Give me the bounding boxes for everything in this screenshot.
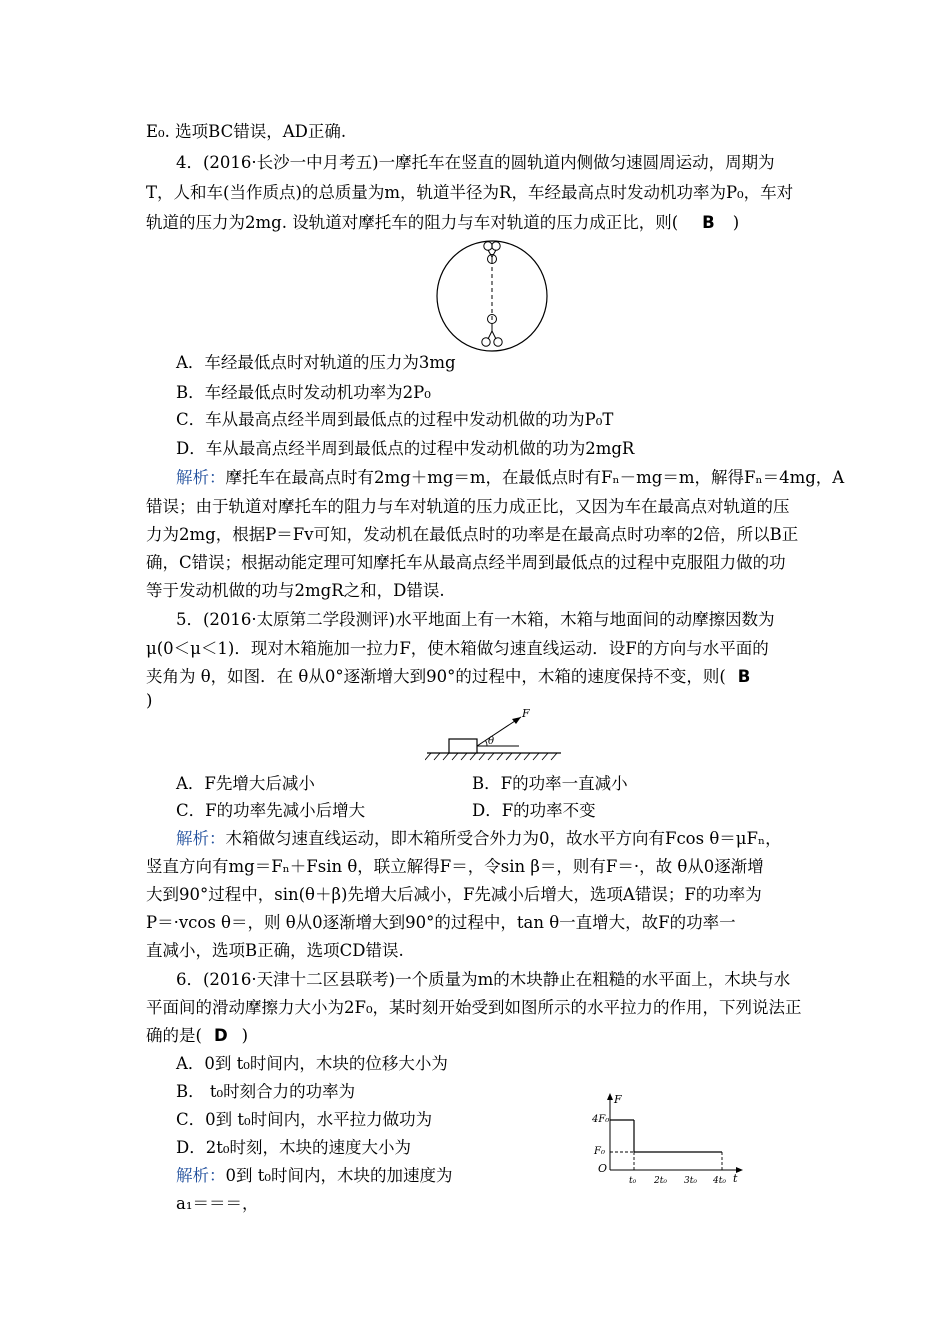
analysis-4-line: 等于发动机做的功与2mgR之和，D错误.	[146, 581, 445, 600]
option-5a: A．F先增大后减小	[176, 774, 315, 793]
analysis-5-line: 竖直方向有mg＝Fₙ＋Fsin θ，联立解得F＝，令sin β＝，则有F＝·，故 θ从0逐渐增	[146, 857, 764, 876]
analysis-label: 解析：	[176, 468, 226, 487]
motorcycle-top-icon	[484, 242, 500, 264]
y-axis-label: F	[614, 1093, 622, 1106]
option-4c: C．车从最高点经半周到最低点的过程中发动机做的功为P₀T	[176, 410, 614, 429]
question-4-line	[146, 213, 739, 233]
analysis-5-line: 直减小，选项B正确，选项CD错误.	[146, 941, 404, 960]
option-6d: D．2t₀时刻，木块的速度大小为	[176, 1138, 411, 1157]
analysis-6-line: a₁＝＝＝，	[176, 1194, 259, 1213]
option-5c: C．F的功率先减小后增大	[176, 801, 366, 820]
paren-close: )	[241, 1026, 249, 1045]
question-5-text: 夹角为 θ，如图．在 θ从0°逐渐增大到90°的过程中，木箱的速度保持不变，则(	[146, 667, 726, 686]
analysis-text: 摩托车在最高点时有2mg＋mg＝m，在最低点时有Fₙ－mg＝m，解得Fₙ＝4mg，A	[225, 468, 845, 487]
ground-hatching	[425, 753, 557, 760]
analysis-label: 解析：	[176, 1166, 226, 1185]
analysis-label: 解析：	[176, 829, 226, 848]
question-6-line: 6．(2016·天津十二区县联考)一个质量为m的木块静止在粗糙的水平面上，木块与水	[176, 970, 791, 989]
text-line: E₀. 选项BC错误，AD正确.	[146, 122, 347, 141]
option-6a: A．0到 t₀时间内，木块的位移大小为	[176, 1054, 448, 1073]
y-tick-4f0: 4F₀	[592, 1114, 610, 1125]
question-5-line	[146, 667, 750, 687]
analysis-4-line: 确，C错误；根据动能定理可知摩托车从最高点经半周到最低点的过程中克服阻力做的功	[146, 553, 786, 572]
question-6-text: 确的是(	[146, 1026, 202, 1045]
x-axis-label: t	[733, 1172, 738, 1185]
wooden-box	[449, 739, 477, 753]
analysis-text: 木箱做匀速直线运动，即木箱所受合外力为0，故水平方向有Fcos θ＝μFₙ，	[225, 829, 782, 848]
question-6-line: 平面间的滑动摩擦力大小为2F₀，某时刻开始受到如图所示的水平拉力的作用，下列说法正	[146, 998, 802, 1017]
question-5-line: μ(0＜μ＜1)．现对木箱施加一拉力F，使木箱做匀速直线运动．设F的方向与水平面的	[146, 639, 769, 658]
y-axis-arrowhead-icon	[607, 1093, 613, 1100]
force-arrowhead-icon	[512, 717, 521, 724]
answer-6: D	[213, 1026, 228, 1045]
analysis-text: 0到 t₀时间内，木块的加速度为	[225, 1166, 453, 1185]
force-time-graph	[590, 1090, 750, 1186]
analysis-5-line: P＝·vcos θ＝，则 θ从0逐渐增大到90°的过程中，tan θ一直增大，故F的功率一	[146, 913, 736, 932]
analysis-6-line	[176, 1166, 453, 1186]
x-tick-3t0: 3t₀	[684, 1176, 697, 1186]
y-tick-f0: F₀	[594, 1146, 605, 1157]
question-6-line	[146, 1026, 248, 1046]
option-4b: B．车经最低点时发动机功率为2P₀	[176, 383, 431, 402]
analysis-5-line	[176, 829, 782, 849]
answer-5: B	[737, 667, 751, 686]
question-4-text: 轨道的压力为2mg. 设轨道对摩托车的阻力与车对轨道的压力成正比，则(	[146, 213, 679, 232]
analysis-4-line	[176, 468, 844, 488]
question-5-line: 5．(2016·太原第二学段测评)水平地面上有一木箱，木箱与地面间的动摩擦因数为	[176, 610, 775, 629]
x-tick-2t0: 2t₀	[654, 1176, 667, 1186]
analysis-4-line: 力为2mg，根据P＝Fv可知，发动机在最低点时的功率是在最高点时功率的2倍，所以B正	[146, 525, 799, 544]
paren-close: )	[732, 213, 740, 232]
question-4-line: 4．(2016·长沙一中月考五)一摩托车在竖直的圆轨道内侧做匀速圆周运动，周期为	[176, 153, 775, 172]
option-4d: D．车从最高点经半周到最低点的过程中发动机做的功为2mgR	[176, 439, 635, 458]
force-label: F	[522, 707, 530, 720]
analysis-5-line: 大到90°过程中，sin(θ＋β)先增大后减小，F先减小后增大，选项A错误；F的功率为	[146, 885, 762, 904]
paren-close: )	[146, 691, 153, 710]
x-tick-4t0: 4t₀	[713, 1176, 726, 1186]
option-6b: B． t₀时刻合力的功率为	[176, 1082, 356, 1101]
x-tick-t0: t₀	[629, 1176, 637, 1186]
angle-arc	[486, 741, 488, 747]
answer-4: B	[702, 213, 715, 232]
option-5d: D．F的功率不变	[472, 801, 596, 820]
option-5b: B．F的功率一直减小	[472, 774, 628, 793]
question-4-line: T，人和车(当作质点)的总质量为m，轨道半径为R，车经最高点时发动机功率为P₀，车对	[146, 183, 794, 202]
circular-track-figure	[435, 235, 550, 353]
box-force-figure	[425, 707, 565, 769]
origin-label: O	[598, 1162, 608, 1175]
option-4a: A．车经最低点时对轨道的压力为3mg	[176, 353, 456, 372]
analysis-4-line: 错误；由于轨道对摩托车的阻力与车对轨道的压力成正比，又因为车在最高点对轨道的压	[146, 497, 790, 516]
option-6c: C．0到 t₀时间内，水平拉力做功为	[176, 1110, 433, 1129]
angle-label: θ	[488, 736, 495, 747]
